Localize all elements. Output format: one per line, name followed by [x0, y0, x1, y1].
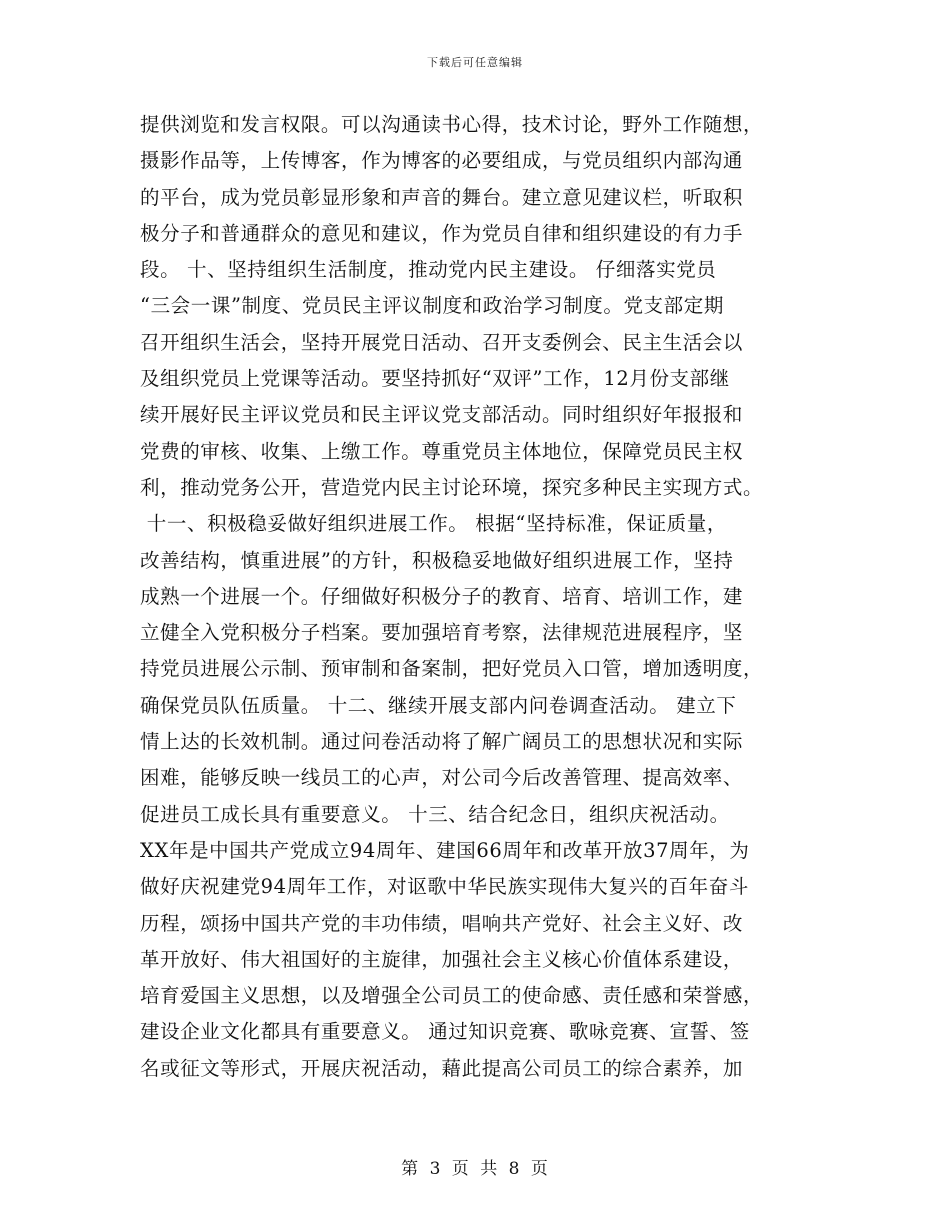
body-line: 名或征文等形式，开展庆祝活动，藉此提高公司员工的综合素养，加: [140, 1056, 744, 1080]
body-line: 摄影作品等，上传博客，作为博客的必要组成，与党员组织内部沟通: [140, 149, 744, 173]
page-number-footer: 第 3 页 共 8 页: [401, 1159, 549, 1179]
body-line: 情上达的长效机制。通过问卷活动将了解广阔员工的思想状况和实际: [140, 730, 744, 754]
body-line: 召开组织生活会，坚持开展党日活动、召开支委例会、民主生活会以: [140, 330, 744, 354]
body-line: 利，推动党务公开，营造党内民主讨论环境，探究多种民主实现方式。: [140, 475, 764, 499]
body-line: 续开展好民主评议党员和民主评议党支部活动。同时组织好年报报和: [140, 403, 744, 427]
body-line: 十一、积极稳妥做好组织进展工作。 根据“坚持标准，保证质量，: [140, 512, 727, 536]
body-line: 段。 十、坚持组织生活制度，推动党内民主建设。 仔细落实党员: [140, 258, 717, 282]
body-line: XX年是中国共产党成立94周年、建国66周年和改革开放37周年，为: [140, 838, 750, 862]
body-line: 的平台，成为党员彰显形象和声音的舞台。建立意见建议栏，听取积: [140, 185, 744, 209]
body-line: 党费的审核、收集、上缴工作。尊重党员主体地位，保障党员民主权: [140, 439, 744, 463]
body-line: 培育爱国主义思想，以及增强全公司员工的使命感、责任感和荣誉感，: [140, 984, 764, 1008]
body-line: 持党员进展公示制、预审制和备案制，把好党员入口管，增加透明度，: [140, 657, 764, 681]
body-line: 困难，能够反映一线员工的心声，对公司今后改善管理、提高效率、: [140, 766, 744, 790]
body-line: 革开放好、伟大祖国好的主旋律，加强社会主义核心价值体系建设，: [140, 947, 744, 971]
body-line: 改善结构，慎重进展”的方针，积极稳妥地做好组织进展工作，坚持: [140, 548, 734, 572]
body-line: “三会一课”制度、党员民主评议制度和政治学习制度。党支部定期: [140, 294, 724, 318]
body-line: 及组织党员上党课等活动。要坚持抓好“双评”工作，12月份支部继: [140, 367, 730, 391]
body-line: 立健全入党积极分子档案。要加强培育考察，法律规范进展程序，坚: [140, 621, 744, 645]
body-line: 提供浏览和发言权限。可以沟通读书心得，技术讨论，野外工作随想，: [140, 113, 764, 136]
page-header-note: 下载后可任意编辑: [427, 56, 523, 69]
body-line: 建设企业文化都具有重要意义。 通过知识竞赛、歌咏竞赛、宣誓、签: [140, 1020, 750, 1044]
body-line: 确保党员队伍质量。 十二、继续开展支部内问卷调查活动。 建立下: [140, 693, 737, 717]
body-line: 促进员工成长具有重要意义。 十三、结合纪念日，组织庆祝活动。: [140, 802, 730, 826]
body-line: 极分子和普通群众的意见和建议，作为党员自律和组织建设的有力手: [140, 221, 744, 245]
body-line: 成熟一个进展一个。仔细做好积极分子的教育、培育、培训工作，建: [140, 584, 744, 608]
document-body: [140, 107, 812, 1087]
body-line: 历程，颂扬中国共产党的丰功伟绩，唱响共产党好、社会主义好、改: [140, 911, 744, 935]
body-line: 做好庆祝建党94周年工作，对讴歌中华民族实现伟大复兴的百年奋斗: [140, 875, 749, 899]
